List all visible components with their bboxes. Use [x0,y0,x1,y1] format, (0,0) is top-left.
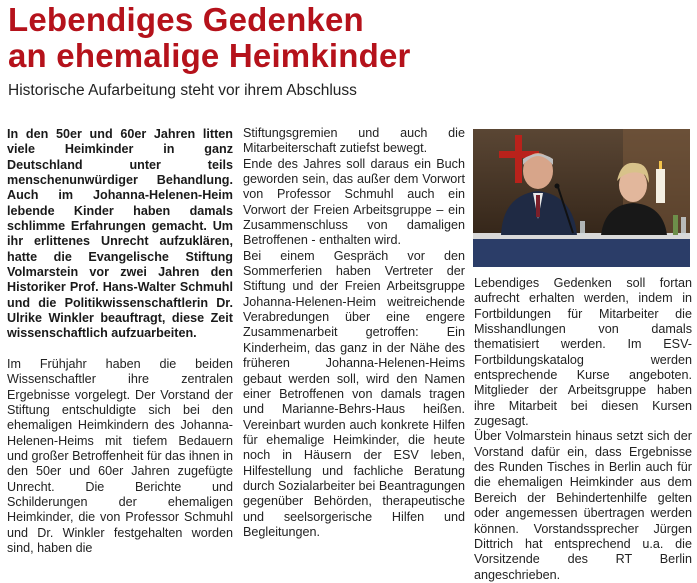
column-2 [243,126,465,540]
photo-illustration [473,129,690,267]
headline-line-2: an ehemalige Heimkinder [8,37,411,74]
body-paragraph: Lebendiges Gedenken soll fortan aufrecht erhalten werden, indem in Fortbildungen für Mitarbeiter die Misshandlungen von damals thematisiert werden. Im ESV-Fortbildungskatalog werden entsprechende Kurse angeboten. Mitglieder der Arbeitsgruppe haben ihre Mitarbeit bei diesen Kursen zugesagt. [474,276,692,429]
body-paragraph: Stiftungsgremien und auch die Mitarbeiterschaft zutiefst bewegt. [243,126,465,156]
column-1 [7,127,233,556]
body-paragraph: Über Volmarstein hinaus setzt sich der Vorstand dafür ein, dass Ergebnisse des Runden Tisches in Berlin auch für die ehemaligen Heimkinder aus dem Bereich der Behindertenhilfe gelten oder angemessen übertragen werden können. Vorstandssprecher Jürgen Dittrich hat entsprechend u.a. die Vorsitzende des RT Berlin angeschrieben. [474,429,692,582]
body-paragraph: Im Frühjahr haben die beiden Wissenschaftler ihre zentralen Ergebnisse vorgelegt. Der Vorstand der Stiftung entschuldigte sich bei den ehemaligen Heimkindern des Johanna-Helenen-Heims mit tiefem Bedauern und großer Betroffenheit für das ihnen in den 50er und 60er Jahren zugefügte Unrecht. Die Berichte und Schilderungen der ehemaligen Heimkinder, die von Professor Schmuhl und Dr. Winkler festgehalten worden sind, haben die [7,356,233,555]
headline [8,2,688,74]
lead-paragraph: In den 50er und 60er Jahren litten viele Heimkinder in ganz Deutschland unter teils menschenunwürdiger Behandlung. Auch im Johanna-Helenen-Heim lebende Kinder haben damals schlimme Erfahrungen gemacht. Um ihr erlittenes Unrecht aufzuklären, hatte die Evangelische Stiftung Volmarstein vor zwei Jahren den Historiker Prof. Hans-Walter Schmuhl und die Politikwissenschaftlerin Dr. Ulrike Winkler beauftragt, diese Zeit wissenschaftlich aufzuarbeiten. [7,127,233,341]
body-paragraph: Ende des Jahres soll daraus ein Buch geworden sein, das außer dem Vorwort von Professor Schmuhl auch ein Vorwort der Freien Arbeitsgruppe – ein Zusammenschluss von damaligen Betroffenen - enthalten wird. [243,156,465,248]
column-3 [474,276,692,583]
subheadline: Historische Aufarbeitung steht vor ihrem Abschluss [8,82,357,99]
article-photo [473,129,690,267]
headline-line-1: Lebendiges Gedenken [8,1,364,38]
body-paragraph: Bei einem Gespräch vor den Sommerferien haben Vertreter der Stiftung und der Freien Arbeitsgruppe Johanna-Helenen-Heim weitreichende Verabredungen über eine engere Zusammenarbeit getroffen: Ein Kinderheim, das ganz in der Nähe des früheren Johanna-Helenen-Heims gebaut werden soll, wird den Namen einer Betroffenen von damals tragen und Marianne-Behrs-Haus heißen. Vereinbart wurden auch konkrete Hilfen für ehemalige Heimkinder, die heute noch in Häusern der ESV leben, Hilfestellung und fachliche Beratung durch Sozialarbeiter bei Beantragungen gegenüber Behörden, therapeutische und seelsorgerische Hilfen und Begleitungen. [243,248,465,539]
